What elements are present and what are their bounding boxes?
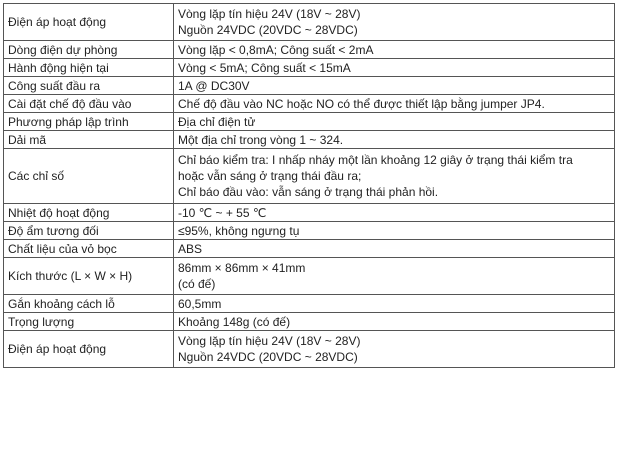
spec-value	[174, 204, 615, 222]
spec-value-line: -10 ℃ ~ + 55 ℃	[178, 205, 267, 220]
spec-value	[174, 95, 615, 113]
spec-row-housing-material	[4, 240, 615, 258]
spec-label: Trọng lượng	[4, 313, 174, 331]
spec-value	[174, 113, 615, 131]
spec-row-weight	[4, 313, 615, 331]
spec-label: Độ ẩm tương đối	[4, 222, 174, 240]
spec-value-line: 86mm × 86mm × 41mm	[178, 261, 306, 275]
spec-value	[174, 41, 615, 59]
spec-value-line: Vòng lặp < 0,8mA; Công suất < 2mA	[178, 42, 374, 57]
spec-value	[174, 131, 615, 149]
spec-label: Chất liệu của vỏ bọc	[4, 240, 174, 258]
spec-value-line: Vòng lặp tín hiệu 24V (18V ~ 28V)	[178, 7, 361, 21]
spec-row-operating-temperature	[4, 204, 615, 222]
spec-value-line: Một địa chỉ trong vòng 1 ~ 324.	[178, 132, 344, 147]
spec-label: Gắn khoảng cách lỗ	[4, 295, 174, 313]
spec-value-line: Địa chỉ điện tử	[178, 114, 256, 129]
spec-value-line: Chế độ đầu vào NC hoặc NO có thể được thiết lập bằng jumper JP4.	[178, 96, 545, 111]
spec-label: Nhiệt độ hoạt động	[4, 204, 174, 222]
spec-row-output-capacity	[4, 77, 615, 95]
spec-value	[174, 77, 615, 95]
spec-value-line: Khoảng 148g (có đế)	[178, 314, 291, 329]
spec-label: Dòng điện dự phòng	[4, 41, 174, 59]
spec-value-line: ≤95%, không ngưng tụ	[178, 223, 300, 238]
spec-row-relative-humidity	[4, 222, 615, 240]
spec-row-operating-voltage-repeat	[4, 331, 615, 368]
spec-value	[174, 4, 615, 41]
spec-value	[174, 59, 615, 77]
spec-row-operating-voltage	[4, 4, 615, 41]
spec-label: Các chỉ số	[4, 149, 174, 204]
spec-row-action-current	[4, 59, 615, 77]
spec-row-programming-method	[4, 113, 615, 131]
spec-row-code-range	[4, 131, 615, 149]
spec-value-line: Chỉ báo đầu vào: vẫn sáng ở trạng thái phản hồi.	[178, 185, 439, 199]
spec-value-line: Nguồn 24VDC (20VDC ~ 28VDC)	[178, 23, 358, 37]
spec-label: Dải mã	[4, 131, 174, 149]
spec-label: Hành động hiện tại	[4, 59, 174, 77]
spec-value	[174, 222, 615, 240]
spec-value-line: Chỉ báo kiểm tra: I nhấp nháy một lần khoảng 12 giây ở trạng thái kiểm tra	[178, 153, 573, 167]
spec-label: Điện áp hoạt động	[4, 4, 174, 41]
spec-value-line: Nguồn 24VDC (20VDC ~ 28VDC)	[178, 350, 358, 364]
spec-value	[174, 295, 615, 313]
spec-row-standby-current	[4, 41, 615, 59]
spec-label: Điện áp hoạt động	[4, 331, 174, 368]
spec-value	[174, 258, 615, 295]
specification-table	[3, 3, 615, 368]
spec-value-line: Vòng lặp tín hiệu 24V (18V ~ 28V)	[178, 334, 361, 348]
spec-row-mounting-hole-distance	[4, 295, 615, 313]
spec-value-line: ABS	[178, 241, 203, 256]
spec-value-line: 60,5mm	[178, 296, 222, 311]
spec-label: Kích thước (L × W × H)	[4, 258, 174, 295]
spec-value-line: hoặc vẫn sáng ở trạng thái đầu ra;	[178, 169, 362, 183]
spec-row-input-mode	[4, 95, 615, 113]
spec-value	[174, 240, 615, 258]
spec-value	[174, 331, 615, 368]
spec-value-line: 1A @ DC30V	[178, 78, 250, 93]
spec-label: Phương pháp lập trình	[4, 113, 174, 131]
spec-label: Công suất đầu ra	[4, 77, 174, 95]
spec-value-line: Vòng < 5mA; Công suất < 15mA	[178, 60, 351, 75]
spec-row-dimensions	[4, 258, 615, 295]
spec-value	[174, 149, 615, 204]
spec-value	[174, 313, 615, 331]
spec-row-indicators	[4, 149, 615, 204]
spec-label: Cài đặt chế độ đầu vào	[4, 95, 174, 113]
spec-value-line: (có đế)	[178, 277, 216, 291]
